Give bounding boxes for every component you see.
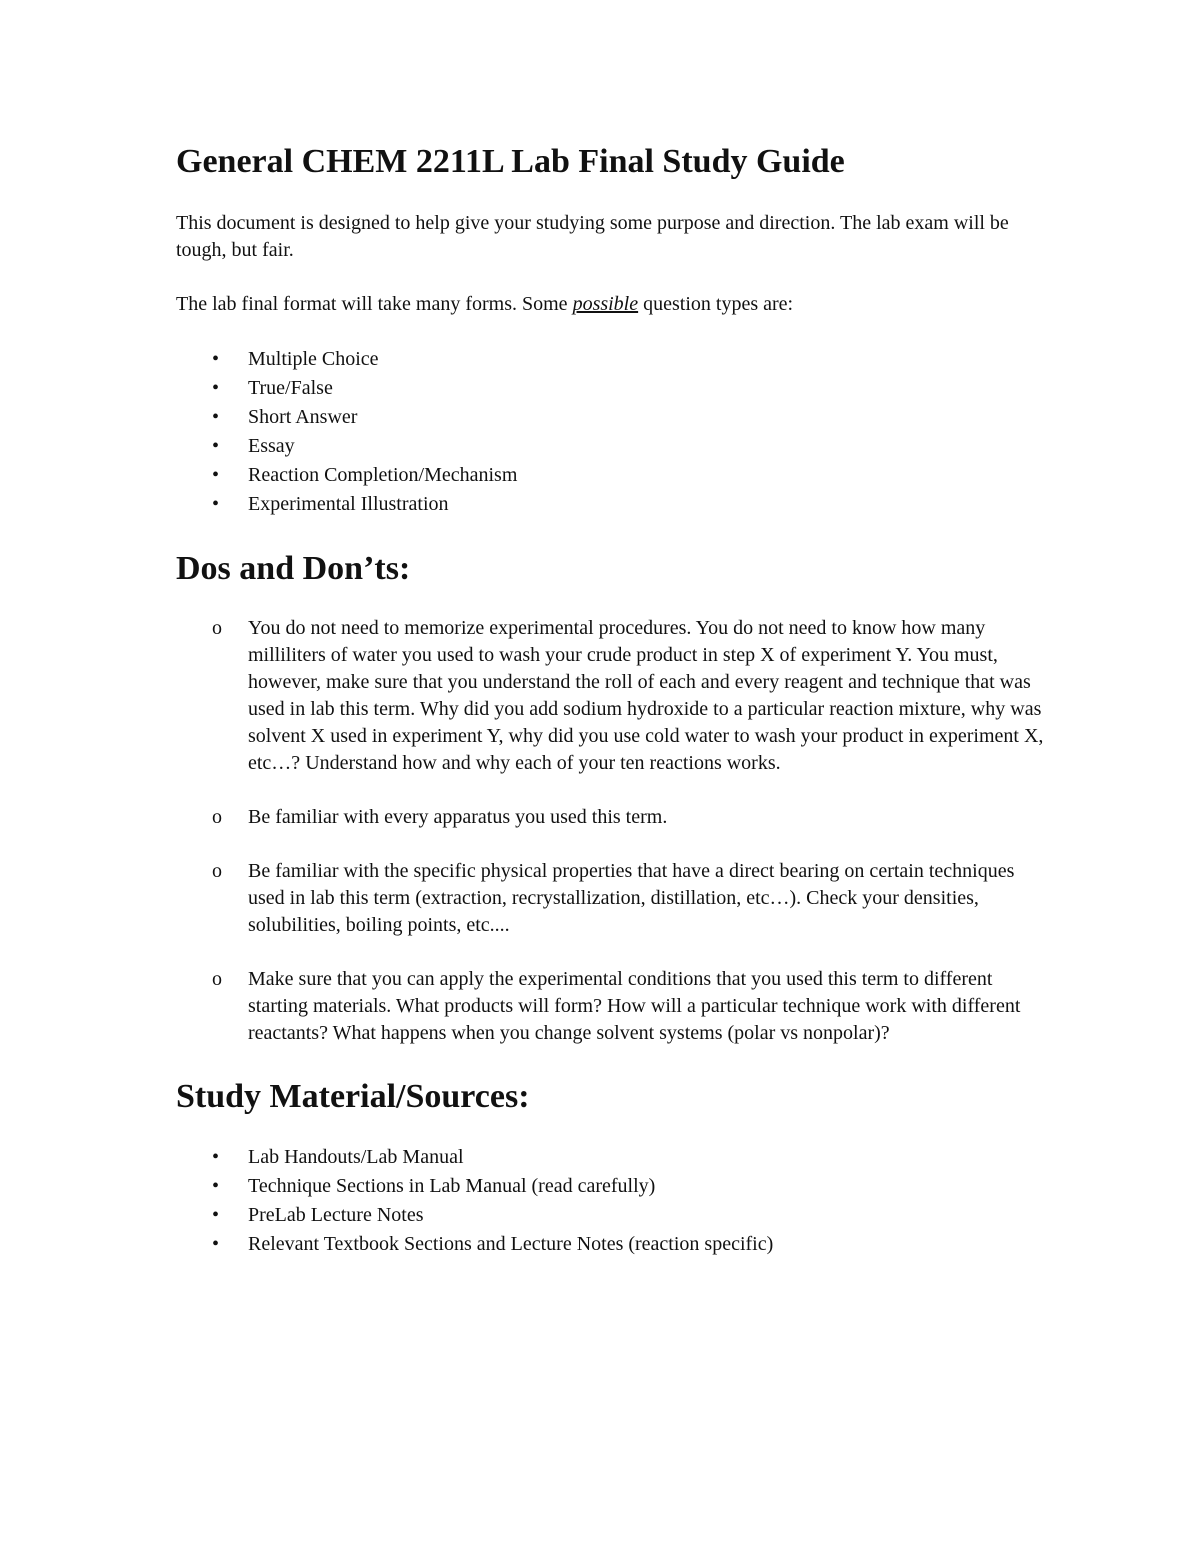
bullet-icon: • <box>212 464 220 486</box>
bullet-icon: • <box>212 377 220 399</box>
list-item-text: Experimental Illustration <box>248 493 449 515</box>
list-item-text: Be familiar with every apparatus you used this term. <box>248 806 668 828</box>
study-material-list <box>176 1143 1046 1259</box>
dos-donts-list <box>176 615 1046 1047</box>
format-emphasis: possible <box>572 293 639 315</box>
format-text-before: The lab final format will take many forms. Some <box>176 293 573 315</box>
list-item-text: Be familiar with the specific physical properties that have a direct bearing on certain techniques used in lab this term (extraction, recrystallization, distillation, etc…). Check your densities, solubilities, boiling points, etc.... <box>248 860 1015 936</box>
list-item-text: You do not need to memorize experimental procedures. You do not need to know how many milliliters of water you used to wash your crude product in step X of experiment Y. You must, however, make sure that you understand the roll of each and every reagent and technique that was used in lab this term. Why did you add sodium hydroxide to a particular reaction mixture, why was solvent X used in experiment Y, why did you use cold water to wash your product in experiment X, etc…? Understand how and why each of your ten reactions works. <box>248 617 1044 774</box>
bullet-icon: • <box>212 435 220 457</box>
list-item <box>176 615 1046 777</box>
circle-bullet-icon: o <box>212 806 222 828</box>
list-item-text: Relevant Textbook Sections and Lecture Notes (reaction specific) <box>248 1233 774 1255</box>
list-item <box>176 374 1046 403</box>
document-title: General CHEM 2211L Lab Final Study Guide <box>176 143 845 180</box>
list-item-text: Technique Sections in Lab Manual (read carefully) <box>248 1175 656 1197</box>
list-item-text: Essay <box>248 435 295 457</box>
intro-paragraph: This document is designed to help give your studying some purpose and direction. The lab exam will be tough, but fair. <box>176 212 1009 261</box>
list-item <box>176 432 1046 461</box>
list-item-text: PreLab Lecture Notes <box>248 1204 424 1226</box>
list-item-text: Lab Handouts/Lab Manual <box>248 1146 464 1168</box>
question-types-list <box>176 345 1046 519</box>
list-item-text: Multiple Choice <box>248 348 379 370</box>
study-material-heading: Study Material/Sources: <box>176 1078 530 1115</box>
list-item <box>176 1143 1046 1172</box>
bullet-icon: • <box>212 1175 220 1197</box>
list-item <box>176 858 1046 939</box>
list-item <box>176 804 1046 831</box>
list-item-text: True/False <box>248 377 333 399</box>
list-item-text: Make sure that you can apply the experimental conditions that you used this term to different starting materials. What products will form? How will a particular technique work with different reactants? What happens when you change solvent systems (polar vs nonpolar)? <box>248 968 1021 1044</box>
list-item <box>176 1230 1046 1259</box>
circle-bullet-icon: o <box>212 617 222 639</box>
bullet-icon: • <box>212 1204 220 1226</box>
list-item-text: Short Answer <box>248 406 358 428</box>
list-item <box>176 1172 1046 1201</box>
circle-bullet-icon: o <box>212 968 222 990</box>
document-page <box>176 140 1046 1259</box>
bullet-icon: • <box>212 1146 220 1168</box>
bullet-icon: • <box>212 348 220 370</box>
list-item <box>176 345 1046 374</box>
bullet-icon: • <box>212 493 220 515</box>
list-item <box>176 490 1046 519</box>
format-text-after: question types are: <box>638 293 794 315</box>
list-item <box>176 966 1046 1047</box>
format-paragraph <box>176 291 1046 318</box>
bullet-icon: • <box>212 406 220 428</box>
circle-bullet-icon: o <box>212 860 222 882</box>
bullet-icon: • <box>212 1233 220 1255</box>
list-item <box>176 1201 1046 1230</box>
list-item <box>176 403 1046 432</box>
list-item-text: Reaction Completion/Mechanism <box>248 464 518 486</box>
dos-donts-heading: Dos and Don’ts: <box>176 550 411 587</box>
list-item <box>176 461 1046 490</box>
